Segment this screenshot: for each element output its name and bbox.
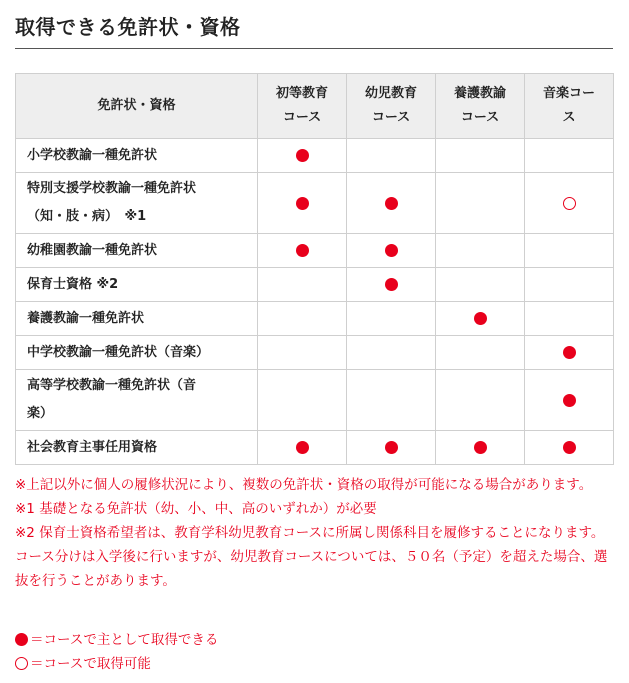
mark-cell xyxy=(525,268,614,302)
mark-cell xyxy=(525,431,614,465)
mark-cell xyxy=(347,234,436,268)
mark-cell xyxy=(258,268,347,302)
license-name-line: 社会教育主事任用資格 xyxy=(27,439,158,455)
header-course-3 xyxy=(436,74,525,139)
license-name xyxy=(16,139,258,173)
header-label: 音楽コー xyxy=(542,86,595,101)
mark-cell xyxy=(347,139,436,173)
filled-circle-icon xyxy=(563,346,576,359)
filled-circle-icon xyxy=(563,441,576,454)
header-course-2 xyxy=(347,74,436,139)
mark-cell xyxy=(258,234,347,268)
filled-circle-icon xyxy=(296,441,309,454)
header-label: 養護教諭 xyxy=(453,86,506,101)
filled-circle-icon xyxy=(296,149,309,162)
license-name xyxy=(16,234,258,268)
table-row xyxy=(16,370,614,431)
header-course-4 xyxy=(525,74,614,139)
legend xyxy=(15,628,218,676)
license-name-line: 高等学校教諭一種免許状（音 xyxy=(27,378,197,393)
license-name-line: 保育士資格 ※2 xyxy=(27,276,119,292)
filled-circle-icon xyxy=(15,633,28,646)
mark-cell xyxy=(258,370,347,431)
license-name-line: 特別支援学校教諭一種免許状 xyxy=(27,181,197,196)
table-row xyxy=(16,268,614,302)
filled-circle-icon xyxy=(385,278,398,291)
note-text: ※2 保育士資格希望者は、教育学科幼児教育コースに所属し関係科目を履修することになります。コース分けは入学後に行いますが、幼児教育コースについては、５０名（予定）を超えた場合、選抜を行うことがあります。 xyxy=(15,525,608,589)
table-row xyxy=(16,234,614,268)
mark-cell xyxy=(525,139,614,173)
legend-full-label: ＝コースで主として取得できる xyxy=(30,632,219,648)
header-label: 幼児教育 xyxy=(364,86,417,101)
title-divider xyxy=(15,48,613,49)
mark-cell xyxy=(347,370,436,431)
mark-cell xyxy=(436,139,525,173)
table-body xyxy=(16,139,614,465)
mark-cell xyxy=(347,336,436,370)
filled-circle-icon xyxy=(296,244,309,257)
mark-cell xyxy=(258,431,347,465)
mark-cell xyxy=(436,370,525,431)
license-name xyxy=(16,336,258,370)
mark-cell xyxy=(436,234,525,268)
filled-circle-icon xyxy=(385,197,398,210)
mark-cell xyxy=(525,173,614,234)
mark-cell xyxy=(258,302,347,336)
license-name xyxy=(16,268,258,302)
mark-cell xyxy=(347,268,436,302)
mark-cell xyxy=(436,336,525,370)
legend-item-full xyxy=(15,628,218,652)
table-row xyxy=(16,173,614,234)
mark-cell xyxy=(525,370,614,431)
mark-cell xyxy=(347,302,436,336)
header-label: コース xyxy=(282,110,322,125)
note-text: ※1 基礎となる免許状（幼、小、中、高のいずれか）が必要 xyxy=(15,501,377,517)
filled-circle-icon xyxy=(385,441,398,454)
license-name-line: 小学校教諭一種免許状 xyxy=(27,147,158,163)
mark-cell xyxy=(436,268,525,302)
license-name xyxy=(16,431,258,465)
filled-circle-icon xyxy=(474,441,487,454)
filled-circle-icon xyxy=(563,394,576,407)
license-name-line: 楽） xyxy=(27,406,54,421)
license-name-line: （知・肢・病） ※1 xyxy=(27,209,147,224)
table-row xyxy=(16,431,614,465)
license-name-line: 幼稚園教諭一種免許状 xyxy=(27,242,158,258)
mark-cell xyxy=(258,173,347,234)
header-license xyxy=(16,74,258,139)
table-row xyxy=(16,139,614,173)
header-label: ス xyxy=(562,110,576,125)
mark-cell xyxy=(525,234,614,268)
header-label: 初等教育 xyxy=(275,86,328,101)
license-name xyxy=(16,173,258,234)
table-row xyxy=(16,302,614,336)
filled-circle-icon xyxy=(296,197,309,210)
mark-cell xyxy=(525,336,614,370)
mark-cell xyxy=(258,139,347,173)
mark-cell xyxy=(436,431,525,465)
table-row xyxy=(16,336,614,370)
legend-item-open xyxy=(15,652,218,676)
mark-cell xyxy=(436,173,525,234)
mark-cell xyxy=(347,173,436,234)
header-label: 免許状・資格 xyxy=(97,98,176,113)
legend-open-label: ＝コースで取得可能 xyxy=(30,656,151,672)
note-text: ※上記以外に個人の履修状況により、複数の免許状・資格の取得が可能になる場合があります。 xyxy=(15,477,593,493)
open-circle-icon xyxy=(15,657,28,670)
header-label: コース xyxy=(460,110,500,125)
license-name xyxy=(16,370,258,431)
notes xyxy=(15,473,615,593)
header-course-1 xyxy=(258,74,347,139)
filled-circle-icon xyxy=(474,312,487,325)
filled-circle-icon xyxy=(385,244,398,257)
mark-cell xyxy=(347,431,436,465)
header-label: コース xyxy=(371,110,411,125)
open-circle-icon xyxy=(563,197,576,210)
mark-cell xyxy=(258,336,347,370)
license-name-line: 中学校教諭一種免許状（音楽） xyxy=(27,344,210,360)
table-header-row xyxy=(16,74,614,139)
license-name xyxy=(16,302,258,336)
page-title: 取得できる免許状・資格 xyxy=(15,15,241,39)
license-name-line: 養護教諭一種免許状 xyxy=(27,310,145,326)
mark-cell xyxy=(525,302,614,336)
license-table xyxy=(15,73,614,465)
mark-cell xyxy=(436,302,525,336)
